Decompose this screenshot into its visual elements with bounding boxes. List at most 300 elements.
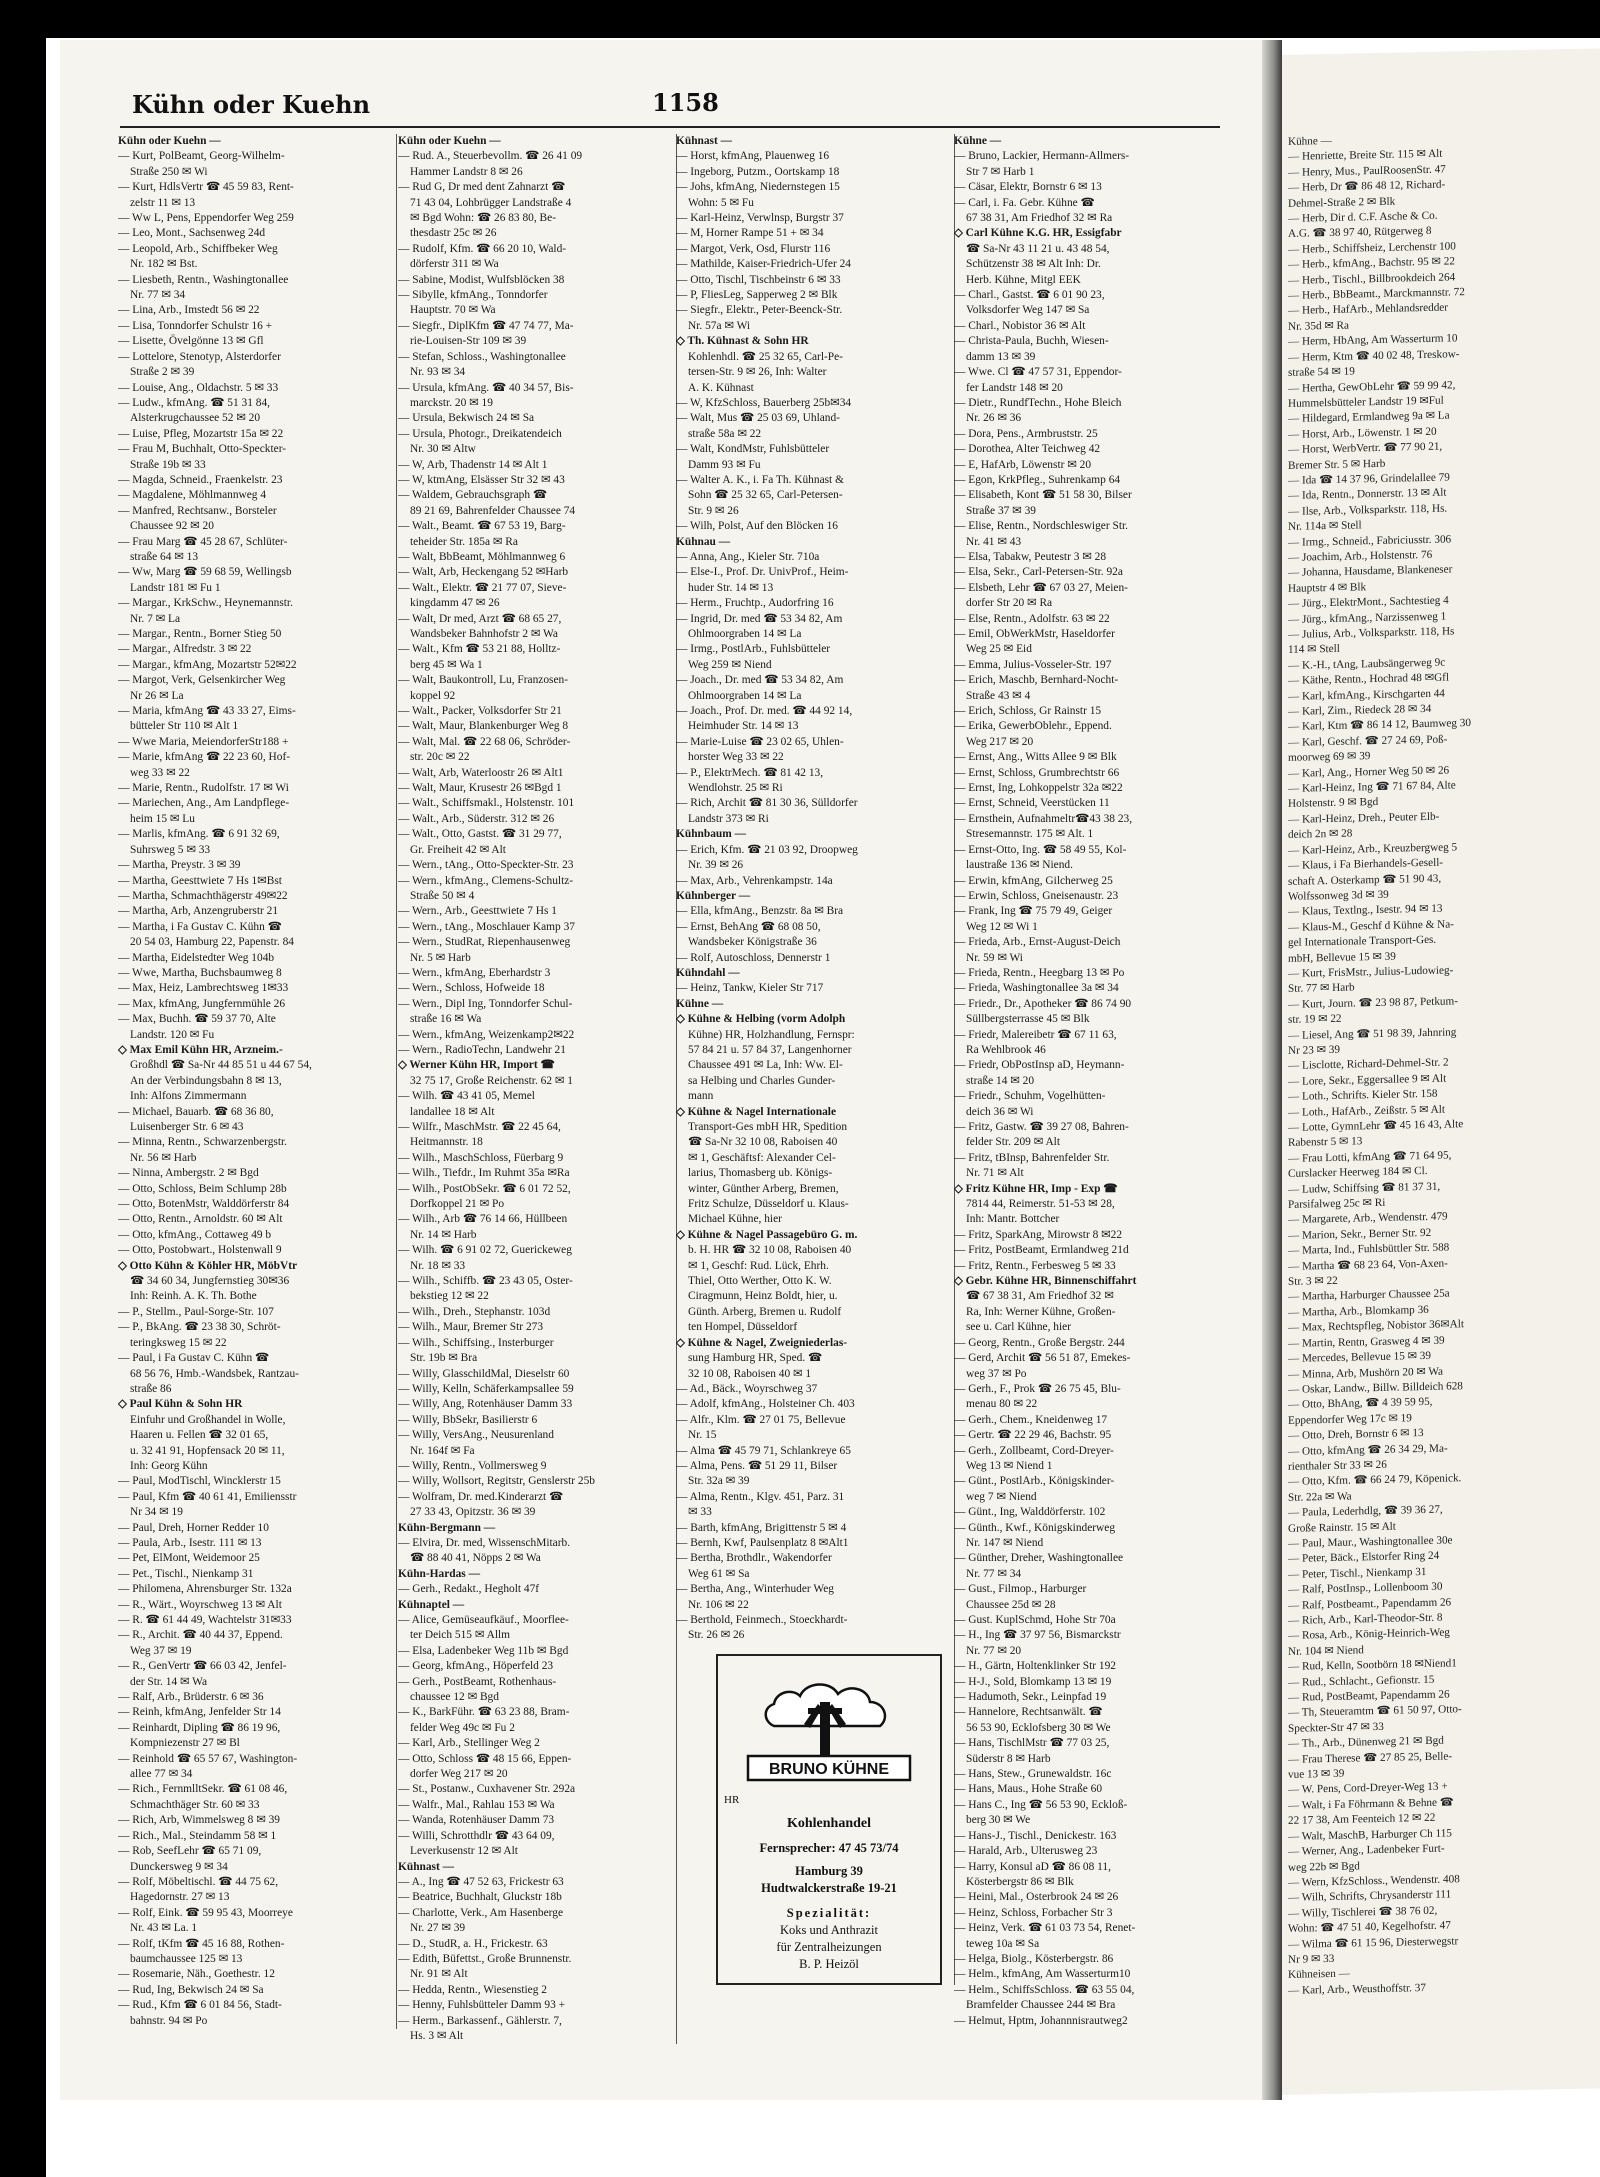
directory-entry-line: 68 56 76, Hmb.-Wandsbek, Rantzau- bbox=[130, 1367, 299, 1380]
directory-entry-line: — Liesel, Ang ☎ 51 98 39, Jahnring bbox=[1288, 1025, 1457, 1042]
directory-entry-line: — Elise, Rentn., Nordschleswiger Str. bbox=[954, 520, 1129, 533]
directory-entry-line: — Otto, kfmAng., Cottaweg 49 b bbox=[118, 1228, 272, 1241]
directory-entry-line: — Ralf, Postbeamt., Papendamm 26 bbox=[1288, 1596, 1452, 1612]
directory-entry-line: teweg 10a ✉ Sa bbox=[966, 1937, 1040, 1950]
directory-entry-line: — Kurt, Journ. ☎ 23 98 87, Petkum- bbox=[1288, 995, 1458, 1011]
directory-entry-line: — Walt, i Fa Föhrmann & Behne ☎ bbox=[1288, 1796, 1454, 1812]
directory-entry-line: — Martha ☎ 68 23 64, Von-Axen- bbox=[1288, 1257, 1448, 1273]
directory-entry-line: bütteler Str 110 ✉ Alt 1 bbox=[130, 720, 239, 733]
directory-entry-line: bahnstr. 94 ✉ Po bbox=[130, 2014, 208, 2027]
directory-entry-line: — Reinh, kfmAng, Jenfelder Str 14 bbox=[118, 1706, 281, 1719]
directory-entry-line: — Otto, Schloss, Beim Schlump 28b bbox=[118, 1182, 287, 1195]
directory-entry-line: — Sibylle, kfmAng., Tonndorfer bbox=[398, 289, 548, 302]
directory-entry-line: — Magda, Schneid., Fraenkelstr. 23 bbox=[118, 473, 283, 486]
directory-entry-line: Kühne) HR, Holzhandlung, Fernspr: bbox=[688, 1028, 855, 1041]
directory-entry-line: — Gerh., Redakt., Hegholt 47f bbox=[398, 1583, 540, 1596]
directory-entry-line: Wohn: ☎ 47 51 40, Kegelhofstr. 47 bbox=[1288, 1919, 1451, 1935]
directory-entry-line: dörferstr 311 ✉ Wa bbox=[410, 258, 499, 271]
directory-entry-line: Damm 93 ✉ Fu bbox=[688, 458, 761, 471]
directory-entry-line: — Julius, Arb., Volksparkstr. 118, Hs bbox=[1288, 625, 1455, 641]
directory-entry-line: — Hadumoth, Sekr., Leinpfad 19 bbox=[954, 1691, 1107, 1704]
directory-entry-line: — Herb, Dr ☎ 86 48 12, Richard- bbox=[1288, 178, 1446, 195]
directory-entry-line: — Herb., kfmAng., Bachstr. 95 ✉ 22 bbox=[1288, 255, 1455, 272]
directory-entry-line: Heitmannstr. 18 bbox=[410, 1136, 483, 1149]
directory-entry-line: — Wilh., MaschSchloss, Füerbarg 9 bbox=[398, 1151, 564, 1164]
directory-entry-line: A. K. Kühnast bbox=[688, 381, 754, 394]
directory-entry-line: straße 64 ✉ 13 bbox=[130, 550, 199, 563]
directory-entry-line: 32 10 08, Raboisen 40 ✉ 1 bbox=[688, 1367, 812, 1380]
directory-entry-line: — Wern., tAng., Moschlauer Kamp 37 bbox=[398, 920, 575, 933]
directory-entry-line: — Walt., Elektr. ☎ 21 77 07, Sieve- bbox=[398, 581, 567, 594]
directory-entry-line: — Friedr., Dr., Apotheker ☎ 86 74 90 bbox=[954, 997, 1132, 1010]
directory-entry-line: Straße 19b ✉ 33 bbox=[130, 458, 206, 471]
directory-entry-line: — K., BarkFühr. ☎ 63 23 88, Bram- bbox=[398, 1706, 570, 1719]
directory-entry-line: Nr. 77 ✉ 34 bbox=[130, 289, 186, 302]
directory-entry-line: — Hertha, GewObLehr ☎ 59 99 42, bbox=[1288, 378, 1456, 395]
directory-entry-line: — Rolf, Möbeltischl. ☎ 44 75 62, bbox=[118, 1875, 279, 1888]
directory-entry-line: Kühne — bbox=[676, 997, 724, 1010]
directory-entry-line: — Bernh, Kwf, Paulsenplatz 8 ✉Alt1 bbox=[676, 1536, 849, 1549]
directory-entry-line: — Ursula, kfmAng. ☎ 40 34 57, Bis- bbox=[398, 381, 574, 394]
directory-entry-line: ☎ 34 60 34, Jungfernstieg 30✉36 bbox=[130, 1275, 290, 1288]
directory-entry-line: Nr. 26 ✉ 36 bbox=[966, 412, 1022, 425]
directory-entry-line: Nr. 39 ✉ 26 bbox=[688, 859, 744, 872]
directory-entry-line: — Joach., Dr. med ☎ 53 34 82, Am bbox=[676, 674, 844, 687]
directory-entry-line: — Emma, Julius-Vosseler-Str. 197 bbox=[954, 658, 1112, 671]
directory-entry-line: Hauptstr. 70 ✉ Wa bbox=[410, 304, 496, 317]
advert-line-1: Kohlenhandel bbox=[786, 1815, 872, 1831]
directory-entry-line: Straße 37 ✉ 39 bbox=[966, 504, 1036, 517]
directory-entry-line: — Walt., Arb., Süderstr. 312 ✉ 26 bbox=[398, 812, 555, 825]
directory-entry-line: — Peter, Tischl., Nienkamp 31 bbox=[1288, 1565, 1427, 1581]
directory-entry-line: fer Landstr 148 ✉ 20 bbox=[966, 381, 1063, 394]
directory-entry-line: — Karl, kfmAng., Kirschgarten 44 bbox=[1288, 687, 1445, 703]
directory-entry-line: — Wwe. Cl ☎ 47 57 31, Eppendor- bbox=[954, 366, 1122, 379]
facing-page-column bbox=[1288, 129, 1588, 1999]
directory-entry-line: teheider Str. 185a ✉ Ra bbox=[410, 535, 518, 548]
directory-entry-line: Kompniezenstr 27 ✉ Bl bbox=[130, 1737, 240, 1750]
directory-entry-line: — Ww, Marg ☎ 59 68 59, Wellingsb bbox=[118, 566, 292, 579]
directory-entry-line: — Frau Lotti, kfmAng ☎ 71 64 95, bbox=[1288, 1149, 1452, 1165]
directory-entry-line: Leverkusenstr 12 ✉ Alt bbox=[410, 1845, 518, 1858]
directory-entry-line: Dorfkoppel 21 ✉ Po bbox=[410, 1198, 505, 1211]
directory-entry-line: — Walfr., Mal., Rahlau 153 ✉ Wa bbox=[398, 1798, 555, 1811]
directory-entry-line: ◇ Kühne & Nagel Passagebüro G. m. bbox=[676, 1228, 858, 1241]
directory-entry-line: — Rosa, Arb., König-Heinrich-Weg bbox=[1288, 1626, 1450, 1643]
directory-entry-line: — Peter, Bäck., Elstorfer Ring 24 bbox=[1288, 1550, 1440, 1566]
directory-entry-line: — Wilfr., MaschMstr. ☎ 22 45 64, bbox=[398, 1121, 561, 1133]
directory-entry-line: — Ludw., kfmAng. ☎ 51 31 84, bbox=[118, 396, 271, 409]
directory-entry-line: — Klaus-M., Geschf d Kühne & Na- bbox=[1288, 918, 1454, 934]
directory-entry-line: Fritz Schulze, Düsseldorf u. Klaus- bbox=[688, 1198, 849, 1211]
directory-entry-line: — Walt, BbBeamt, Möhlmannweg 6 bbox=[398, 550, 566, 563]
directory-entry-line: Süllbergsterrasse 45 ✉ Blk bbox=[966, 1013, 1090, 1026]
directory-entry-line: — Elsa, Ladenbeker Weg 11b ✉ Bgd bbox=[398, 1644, 569, 1657]
directory-entry-line: — Fritz, PostBeamt, Ermlandweg 21d bbox=[954, 1244, 1129, 1257]
directory-entry-line: — Wern., Dipl Ing, Tonndorfer Schul- bbox=[398, 997, 573, 1010]
directory-entry-line: — Bertha, Brothdlr., Wakendorfer bbox=[676, 1552, 832, 1565]
directory-entry-line: straße 14 ✉ 20 bbox=[966, 1074, 1035, 1087]
directory-entry-line: berg 45 ✉ Wa 1 bbox=[410, 658, 483, 671]
directory-entry-line: — P., Stellm., Paul-Sorge-Str. 107 bbox=[118, 1305, 274, 1318]
directory-entry-line: — Karl-Heinz, Verwlnsp, Burgstr 37 bbox=[676, 212, 844, 225]
directory-entry-line: Kühnaptel — bbox=[398, 1598, 465, 1611]
directory-entry-line: — Rud., Kfm ☎ 6 01 84 56, Stadt- bbox=[118, 1999, 282, 2012]
directory-entry-line: — Erich, Maschb, Bernhard-Nocht- bbox=[954, 674, 1119, 687]
directory-entry-line: straße 16 ✉ Wa bbox=[410, 1013, 482, 1026]
directory-entry-line: — Gerh., Zollbeamt, Cord-Dreyer- bbox=[954, 1444, 1114, 1457]
directory-entry-line: — Martha, Arb, Anzengruberstr 21 bbox=[118, 905, 279, 918]
directory-entry-line: — Manfred, Rechtsanw., Borsteler bbox=[118, 504, 277, 517]
directory-entry-line: — Otto, Dreh, Bornstr 6 ✉ 13 bbox=[1288, 1427, 1424, 1442]
directory-entry-line: Nr 9 ✉ 33 bbox=[1288, 1952, 1335, 1966]
directory-entry-line: — Ida ☎ 14 37 96, Grindelallee 79 bbox=[1288, 471, 1450, 487]
directory-entry-line: — Martha, i Fa Gustav C. Kühn ☎ bbox=[118, 920, 282, 933]
directory-entry-line: 67 38 31, Am Friedhof 32 ✉ Ra bbox=[966, 212, 1113, 225]
directory-entry-line: — Rud G, Dr med dent Zahnarzt ☎ bbox=[398, 181, 566, 194]
directory-entry-line: — Martha, Harburger Chaussee 25a bbox=[1288, 1287, 1450, 1304]
directory-entry-line: — P., BkAng. ☎ 23 38 30, Schröt- bbox=[118, 1321, 281, 1334]
directory-entry-line: — H., Ing ☎ 37 97 56, Bismarckstr bbox=[954, 1629, 1121, 1642]
directory-entry-line: Nr. 114a ✉ Stell bbox=[1288, 519, 1362, 534]
directory-entry-line: — Cäsar, Elektr, Bornstr 6 ✉ 13 bbox=[954, 181, 1102, 194]
directory-entry-line: — Th., Arb., Dünenweg 21 ✉ Bgd bbox=[1288, 1734, 1444, 1751]
directory-entry-line: larius, Thomasberg ub. Königs- bbox=[688, 1167, 833, 1180]
directory-entry-line: — Gerh., PostBeamt, Rothenhaus- bbox=[398, 1675, 557, 1688]
directory-entry-line: — Heinz, Tankw, Kieler Str 717 bbox=[676, 982, 824, 995]
directory-entry-line: — Karl-Heinz, Arb., Kreuzbergweg 5 bbox=[1288, 841, 1458, 857]
directory-entry-line: — Ernst-Otto, Ing. ☎ 58 49 55, Kol- bbox=[954, 843, 1127, 856]
directory-entry-line: heim 15 ✉ Lu bbox=[130, 812, 195, 825]
directory-entry-line: — Herm, Ktm ☎ 40 02 48, Treskow- bbox=[1288, 347, 1460, 364]
directory-entry-line: — Walt, Dr med, Arzt ☎ 68 65 27, bbox=[398, 612, 562, 625]
directory-entry-line: — Wilh, Schrifts, Chrysanderstr 111 bbox=[1288, 1888, 1452, 1905]
directory-entry-line: Nr. 106 ✉ 22 bbox=[688, 1598, 749, 1611]
directory-entry-line: Weg 12 ✉ Wi 1 bbox=[966, 920, 1038, 933]
directory-entry-line: Weg 25 ✉ Eid bbox=[966, 643, 1032, 656]
directory-entry-line: — Ernsthein, Aufnahmeltr☎43 38 23, bbox=[954, 812, 1133, 825]
directory-entry-line: mbH, Bellevue 15 ✉ 39 bbox=[1288, 950, 1396, 965]
column-4 bbox=[954, 134, 1230, 2029]
directory-entry-line: — Herm., Barkassenf., Gählerstr. 7, bbox=[398, 2014, 562, 2027]
directory-entry-line: schaft A. Osterkamp ☎ 51 90 43, bbox=[1288, 872, 1442, 888]
directory-entry-line: — Michael, Bauarb. ☎ 68 36 80, bbox=[118, 1105, 274, 1118]
directory-entry-line: Holstenstr. 9 ✉ Bgd bbox=[1288, 796, 1379, 811]
directory-entry-line: — Max, kfmAng, Jungfernmühle 26 bbox=[118, 997, 286, 1010]
directory-entry-line: — Dora, Pens., Armbruststr. 25 bbox=[954, 427, 1098, 440]
directory-entry-line: Kohlenhdl. ☎ 25 32 65, Carl-Pe- bbox=[688, 350, 843, 363]
directory-entry-line: Nr. 77 ✉ 34 bbox=[966, 1567, 1022, 1580]
directory-entry-line: — Wern., Schloss, Hofweide 18 bbox=[398, 982, 545, 995]
directory-entry-line: landallee 18 ✉ Alt bbox=[410, 1105, 495, 1118]
directory-entry-line: — Mathilde, Kaiser-Friedrich-Ufer 24 bbox=[676, 258, 852, 271]
directory-entry-line: Nr. 5 ✉ Harb bbox=[410, 951, 471, 964]
directory-entry-line: kingdamm 47 ✉ 26 bbox=[410, 597, 500, 610]
directory-entry-line: bekstieg 12 ✉ 22 bbox=[410, 1290, 489, 1303]
directory-entry-line: — Walt, Arb, Heckengang 52 ✉Harb bbox=[398, 566, 569, 579]
directory-entry-line: — Beatrice, Buchhalt, Gluckstr 18b bbox=[398, 1891, 562, 1904]
directory-entry-line: — Dorothea, Alter Teichweg 42 bbox=[954, 443, 1101, 456]
directory-entry-line: ◇ Gebr. Kühne HR, Binnenschiffahrt bbox=[954, 1275, 1137, 1288]
directory-entry-line: Str. 22a ✉ Wa bbox=[1288, 1490, 1352, 1504]
directory-entry-line: — Wwe Maria, MeiendorferStr188 + bbox=[118, 735, 289, 748]
directory-entry-line: — Jürg., ElektrMont., Sachtestieg 4 bbox=[1288, 594, 1449, 611]
directory-entry-line: — Werner, Ang., Ladenbeker Furt- bbox=[1288, 1842, 1445, 1858]
directory-entry-line: — Oskar, Landw., Billw. Billdeich 628 bbox=[1288, 1380, 1463, 1396]
directory-entry-line: dorfer Weg 217 ✉ 20 bbox=[410, 1768, 508, 1781]
directory-entry-line: Nr 34 ✉ 19 bbox=[130, 1506, 183, 1519]
directory-entry-line: — Walt, Mal. ☎ 22 68 06, Schröder- bbox=[398, 735, 571, 748]
directory-entry-line: allee 77 ✉ 34 bbox=[130, 1768, 193, 1781]
directory-entry-line: — Egon, KrkPfleg., Suhrenkamp 64 bbox=[954, 473, 1121, 486]
page-number: 1158 bbox=[652, 88, 719, 117]
directory-entry-line: — W, KfzSchloss, Bauerberg 25b✉34 bbox=[676, 396, 852, 409]
directory-entry-line: — Alma, Pens. ☎ 51 29 11, Bilser bbox=[676, 1459, 838, 1472]
directory-entry-line: — Willy, BbSekr, Basilierstr 6 bbox=[398, 1413, 538, 1426]
directory-entry-line: — Else-I., Prof. Dr. UnivProf., Heim- bbox=[676, 566, 849, 579]
column-3-entries bbox=[676, 134, 948, 1644]
directory-entry-line: — Mariechen, Ang., Am Landpflege- bbox=[118, 797, 290, 810]
directory-entry-line: — Walt, MaschB, Harburger Ch 115 bbox=[1288, 1827, 1452, 1843]
directory-entry-line: Günth. Arberg, Bremen u. Rudolf bbox=[688, 1305, 842, 1318]
directory-entry-line: Kühnast — bbox=[398, 1860, 455, 1873]
directory-entry-line: — Frieda, Arb., Ernst-August-Deich bbox=[954, 936, 1121, 949]
directory-entry-line: Haaren u. Fellen ☎ 32 01 65, bbox=[130, 1429, 269, 1442]
directory-entry-line: — Herm, HbAng, Am Wasserturm 10 bbox=[1288, 332, 1458, 349]
directory-entry-line: Weg 13 ✉ Niend 1 bbox=[966, 1459, 1053, 1472]
directory-entry-line: — Magdalene, Möhlmannweg 4 bbox=[118, 489, 267, 502]
directory-entry-line: — Erwin, kfmAng, Gilcherweg 25 bbox=[954, 874, 1113, 887]
directory-entry-line: — A., Ing ☎ 47 52 63, Frickestr 63 bbox=[398, 1875, 564, 1888]
directory-entry-line: — Marta, Ind., Fuhlsbüttler Str. 588 bbox=[1288, 1241, 1450, 1258]
directory-entry-line: Einfuhr und Großhandel in Wolle, bbox=[130, 1413, 286, 1426]
directory-entry-line: Weg 37 ✉ 19 bbox=[130, 1644, 192, 1657]
directory-entry-line: — Adolf, kfmAng., Holsteiner Ch. 403 bbox=[676, 1398, 855, 1411]
directory-entry-line: 57 84 21 u. 57 84 37, Langenhorner bbox=[688, 1043, 852, 1056]
directory-entry-line: Ohlmoorgraben 14 ✉ La bbox=[688, 628, 802, 640]
directory-entry-line: — Herb., HafArb., Mehlandsredder bbox=[1288, 301, 1448, 318]
directory-entry-line: — Horst, kfmAng, Plauenweg 16 bbox=[676, 150, 830, 163]
directory-entry-line: Inh: Mantr. Bottcher bbox=[966, 1213, 1060, 1226]
directory-entry-line: — Karl-Heinz, Ing ☎ 71 67 84, Alte bbox=[1288, 779, 1456, 795]
directory-entry-line: — Dietr., RundfTechn., Hohe Bleich bbox=[954, 396, 1122, 409]
directory-entry-line: Schützenstr 38 ✉ Alt Inh: Dr. bbox=[966, 258, 1101, 271]
directory-entry-line: — Lisa, Tonndorfer Schulstr 16 + bbox=[118, 319, 273, 332]
directory-entry-line: Luisenberger Str. 6 ✉ 43 bbox=[130, 1121, 244, 1133]
directory-entry-line: — Paul, i Fa Gustav C. Kühn ☎ bbox=[118, 1352, 270, 1365]
directory-entry-line: — Ernst, BehAng ☎ 68 08 50, bbox=[676, 920, 821, 933]
directory-entry-line: — Willy, Tischlerei ☎ 38 76 02, bbox=[1288, 1904, 1438, 1920]
directory-entry-line: 20 54 03, Hamburg 22, Papenstr. 84 bbox=[130, 936, 294, 949]
directory-entry-line: — Gertr. ☎ 22 29 46, Bachstr. 95 bbox=[954, 1429, 1112, 1442]
directory-entry-line: — Johanna, Hausdame, Blankeneser bbox=[1288, 563, 1453, 580]
directory-entry-line: — Max, Buchh. ☎ 59 37 70, Alte bbox=[118, 1013, 276, 1026]
directory-entry-line: — Willy, Ang, Rotenhäuser Damm 33 bbox=[398, 1398, 573, 1411]
directory-entry-line: der Str. 14 ✉ Wa bbox=[130, 1675, 208, 1688]
directory-entry-line: — Lottelore, Stenotyp, Alsterdorfer bbox=[118, 350, 281, 363]
directory-entry-line: Eppendorfer Weg 17c ✉ 19 bbox=[1288, 1411, 1412, 1427]
directory-entry-line: Kühne — bbox=[954, 135, 1002, 147]
directory-entry-line: Nr. 35d ✉ Ra bbox=[1288, 319, 1349, 333]
directory-entry-line: — Pet., Tischl., Nienkamp 31 bbox=[118, 1567, 254, 1580]
directory-entry-line: — Karl, Arb., Weusthoffstr. 37 bbox=[1288, 1981, 1426, 1997]
directory-entry-line: — Ww L, Pens, Eppendorfer Weg 259 bbox=[118, 212, 294, 225]
directory-entry-line: winter, Günther Arberg, Bremen, bbox=[688, 1182, 839, 1195]
directory-entry-line: — Erich, Kfm. ☎ 21 03 92, Droopweg bbox=[676, 843, 858, 856]
directory-entry-line: — Wilh, Polst, Auf den Blöcken 16 bbox=[676, 520, 838, 533]
directory-entry-line: — Otto, Schloss ☎ 48 15 66, Eppen- bbox=[398, 1752, 572, 1765]
advert-line-3: Hamburg 39 bbox=[795, 1863, 863, 1878]
directory-entry-line: — Ursula, Bekwisch 24 ✉ Sa bbox=[398, 412, 535, 425]
directory-entry-line: — Friedr., Schuhm, Vogelhütten- bbox=[954, 1090, 1106, 1103]
directory-entry-line: — Kurt, PolBeamt, Georg-Wilhelm- bbox=[118, 150, 285, 163]
directory-entry-line: — Walt., Packer, Volksdorfer Str 21 bbox=[398, 705, 562, 718]
directory-entry-line: Curslacker Heerweg 184 ✉ Cl. bbox=[1288, 1165, 1428, 1181]
directory-entry-line: Ra, Inh: Werner Kühne, Großen- bbox=[966, 1305, 1116, 1318]
directory-entry-line: — Joachim, Arb., Holstenstr. 76 bbox=[1288, 548, 1433, 564]
directory-entry-line: Ra Wehlbrook 46 bbox=[966, 1043, 1046, 1056]
directory-entry-line: — Henriette, Breite Str. 115 ✉ Alt bbox=[1288, 148, 1443, 164]
directory-entry-line: chaussee 12 ✉ Bgd bbox=[410, 1691, 499, 1704]
directory-entry-line: — Otto, BotenMstr, Walddörferstr 84 bbox=[118, 1198, 290, 1211]
directory-entry-line: — Rich, Archit ☎ 81 30 36, Sülldorfer bbox=[676, 797, 858, 810]
directory-entry-line: — Helmut, Hptm, Johannnisrautweg2 bbox=[954, 2014, 1128, 2027]
directory-entry-line: Nr. 182 ✉ Bst. bbox=[130, 258, 198, 271]
directory-entry-line: — Willy, Kelln, Schäferkampsallee 59 bbox=[398, 1382, 574, 1395]
directory-entry-line: — Lisclotte, Richard-Dehmel-Str. 2 bbox=[1288, 1056, 1449, 1073]
directory-entry-line: — Rolf, tKfm ☎ 45 16 88, Rothen- bbox=[118, 1937, 285, 1950]
directory-entry-line: — Wern., tAng., Otto-Speckter-Str. 23 bbox=[398, 859, 574, 872]
directory-entry-line: 89 21 69, Bahrenfelder Chaussee 74 bbox=[410, 504, 576, 517]
advert-line-2: Fernsprecher: 47 45 73/74 bbox=[759, 1840, 899, 1855]
directory-entry-line: — Bertha, Ang., Winterhuder Weg bbox=[676, 1583, 834, 1596]
directory-entry-line: — Klaus, i Fa Bierhandels-Gesell- bbox=[1288, 856, 1444, 872]
directory-entry-line: — Jürg., kfmAng., Narzissenweg 1 bbox=[1288, 610, 1447, 626]
directory-entry-line: — Wolfram, Dr. med.Kinderarzt ☎ bbox=[398, 1490, 564, 1503]
directory-entry-line: — Mercedes, Bellevue 15 ✉ 39 bbox=[1288, 1349, 1431, 1365]
directory-entry-line: Landstr. 120 ✉ Fu bbox=[130, 1028, 215, 1041]
directory-entry-line: marckstr. 20 ✉ 19 bbox=[410, 396, 493, 409]
directory-entry-line: — Horst, Arb., Löwenstr. 1 ✉ 20 bbox=[1288, 425, 1437, 441]
directory-entry-line: ◇ Werner Kühn HR, Import ☎ bbox=[398, 1059, 555, 1072]
directory-entry-line: — Fritz, SparkAng, Mirowstr 8 ✉22 bbox=[954, 1228, 1123, 1241]
advertisement-bruno-kuehne bbox=[716, 1654, 942, 1985]
directory-entry-line: Hammer Landstr 8 ✉ 26 bbox=[410, 165, 523, 178]
directory-entry-line: — Wilh., Maur, Bremer Str 273 bbox=[398, 1321, 544, 1334]
directory-entry-line: — Rich, Arb, Wimmelsweg 8 ✉ 39 bbox=[118, 1814, 281, 1827]
directory-entry-line: — Rolf, Eink. ☎ 59 95 43, Moorreye bbox=[118, 1906, 293, 1919]
directory-entry-line: — Willi, Schrotthdlr ☎ 43 64 09, bbox=[398, 1829, 555, 1842]
directory-entry-line: — Bruno, Lackier, Hermann-Allmers- bbox=[954, 150, 1130, 163]
directory-entry-line: rienthaler Str 33 ✉ 26 bbox=[1288, 1458, 1387, 1473]
directory-entry-line: — Paul, Dreh, Horner Redder 10 bbox=[118, 1521, 269, 1534]
directory-entry-line: ✉ 33 bbox=[688, 1506, 712, 1519]
directory-entry-line: — Wern., StudRat, Riepenhausenweg bbox=[398, 936, 571, 949]
directory-entry-line: — Marie-Luise ☎ 23 02 65, Uhlen- bbox=[676, 735, 844, 748]
directory-entry-line: ✉ 1, Geschäftsf: Alexander Cel- bbox=[688, 1151, 836, 1164]
directory-entry-line: — Ad., Bäck., Woyrschweg 37 bbox=[676, 1382, 818, 1395]
directory-entry-line: Nr. 43 ✉ La. 1 bbox=[130, 1922, 198, 1935]
directory-entry-line: — Rich., Mal., Steindamm 58 ✉ 1 bbox=[118, 1829, 277, 1842]
directory-entry-line: — Otto, BhAng, ☎ 4 39 59 95, bbox=[1288, 1396, 1433, 1412]
directory-entry-line: — Wilh., Schiffsing., Insterburger bbox=[398, 1336, 554, 1349]
directory-entry-line: 22 17 38, Am Feenteich 12 ✉ 22 bbox=[1288, 1812, 1436, 1828]
directory-entry-line: — R., Wärt., Woyrschweg 13 ✉ Alt bbox=[118, 1598, 282, 1611]
directory-entry-line: — Walter A. K., i. Fa Th. Kühnast & bbox=[676, 473, 844, 486]
directory-entry-line: — Gerd, Archit ☎ 56 51 87, Emekes- bbox=[954, 1352, 1131, 1365]
column-1 bbox=[118, 134, 397, 2029]
scan-border-left bbox=[0, 0, 46, 2177]
directory-entry-line: — Irmg., Schneid., Fabriciusstr. 306 bbox=[1288, 533, 1452, 549]
directory-entry-line: Nr. 30 ✉ Altw bbox=[410, 443, 476, 456]
directory-entry-line: Volksdorfer Weg 147 ✉ Sa bbox=[966, 304, 1090, 317]
directory-entry-line: — Helm., kfmAng, Am Wasserturm10 bbox=[954, 1968, 1131, 1981]
directory-entry-line: Nr. 18 ✉ 33 bbox=[410, 1259, 466, 1272]
directory-entry-line: — Berthold, Feinmech., Stoeckhardt- bbox=[676, 1614, 848, 1626]
directory-entry-line: Nr. 15 bbox=[688, 1429, 717, 1442]
directory-entry-line: — Heinz, Schloss, Forbacher Str 3 bbox=[954, 1906, 1113, 1919]
directory-entry-line: Nr. 56 ✉ Harb bbox=[130, 1151, 197, 1164]
directory-entry-line: — Frank, Ing ☎ 75 79 49, Geiger bbox=[954, 905, 1113, 918]
directory-entry-line: — Helga, Biolg., Kösterbergstr. 86 bbox=[954, 1952, 1114, 1965]
directory-entry-line: — Reinhold ☎ 65 57 67, Washington- bbox=[118, 1752, 298, 1765]
directory-entry-line: — Charl., Nobistor 36 ✉ Alt bbox=[954, 319, 1086, 332]
directory-entry-line: — Else, Rentn., Adolfstr. 63 ✉ 22 bbox=[954, 612, 1110, 625]
directory-entry-line: — Martha, Geesttwiete 7 Hs 1✉Bst bbox=[118, 874, 282, 887]
directory-entry-line: Nr. 164f ✉ Fa bbox=[410, 1444, 475, 1457]
directory-entry-line: — Wern., kfmAng, Eberhardstr 3 bbox=[398, 966, 551, 979]
directory-entry-line: — Günth., Kwf., Königskinderweg bbox=[954, 1521, 1116, 1534]
directory-entry-line: 114 ✉ Stell bbox=[1288, 643, 1340, 657]
directory-entry-line: damm 13 ✉ 39 bbox=[966, 350, 1036, 363]
directory-entry-line: Nr. 14 ✉ Harb bbox=[410, 1228, 477, 1241]
directory-entry-line: — Margarete, Arb., Wendenstr. 479 bbox=[1288, 1210, 1448, 1227]
directory-entry-line: menau 80 ✉ 22 bbox=[966, 1398, 1038, 1411]
directory-entry-line: — Walt, Mus ☎ 25 03 69, Uhland- bbox=[676, 412, 840, 425]
directory-entry-line: thesdastr 25c ✉ 26 bbox=[410, 227, 497, 240]
directory-entry-line: — Max, Rechtspfleg, Nobistor 36✉Alt bbox=[1288, 1318, 1464, 1335]
directory-entry-line: — Leopold, Arb., Schiffbeker Weg bbox=[118, 242, 278, 255]
directory-entry-line: — Martha, Arb., Blomkamp 36 bbox=[1288, 1303, 1429, 1319]
directory-entry-line: — Gust., Filmop., Harburger bbox=[954, 1583, 1087, 1596]
directory-entry-line: — Ingeborg, Putzm., Oortskamp 18 bbox=[676, 165, 840, 178]
directory-entry-line: Herb. Kühne, Mitgl EEK bbox=[966, 273, 1081, 286]
directory-entry-line: weg 22b ✉ Bgd bbox=[1288, 1859, 1360, 1874]
directory-entry-line: — Henny, Fuhlsbütteler Damm 93 + bbox=[398, 1999, 566, 2012]
directory-entry-line: — Ilse, Arb., Volksparkstr. 118, Hs. bbox=[1288, 502, 1448, 518]
directory-entry-line: — Herb., Tischl., Billbrookdeich 264 bbox=[1288, 271, 1456, 287]
directory-entry-line: — Max, Arb., Vehrenkampstr. 14a bbox=[676, 874, 833, 887]
directory-entry-line: — Paula, Lederhdlg, ☎ 39 36 27, bbox=[1288, 1503, 1443, 1520]
directory-entry-line: felder Str. 209 ✉ Alt bbox=[966, 1136, 1061, 1149]
directory-entry-line: — Walt., Otto, Gastst. ☎ 31 29 77, bbox=[398, 828, 562, 841]
directory-entry-line: — W, Arb, Thadenstr 14 ✉ Alt 1 bbox=[398, 458, 548, 471]
directory-entry-line: — Karl, Ang., Horner Weg 50 ✉ 26 bbox=[1288, 764, 1450, 780]
directory-entry-line: — Barth, kfmAng, Brigittenstr 5 ✉ 4 bbox=[676, 1521, 847, 1534]
directory-entry-line: straße 54 ✉ 19 bbox=[1288, 365, 1355, 379]
directory-entry-line: — Horst, WerbVertr. ☎ 77 90 21, bbox=[1288, 440, 1443, 456]
directory-entry-line: ◇ Fritz Kühne HR, Imp - Exp ☎ bbox=[954, 1182, 1118, 1195]
directory-entry-line: — Wern., RadioTechn, Landwehr 21 bbox=[398, 1043, 566, 1056]
advert-line-6: Koks und Anthrazit bbox=[780, 1922, 878, 1937]
directory-entry-line: — Erich, Schloss, Gr Rainstr 15 bbox=[954, 705, 1102, 718]
directory-entry-line: — R., Archit. ☎ 40 44 37, Eppend. bbox=[118, 1629, 283, 1642]
directory-entry-line: Michael Kühne, hier bbox=[688, 1213, 782, 1226]
directory-entry-line: — Walt., Kfm ☎ 53 21 88, Holltz- bbox=[398, 643, 561, 656]
directory-entry-line: — Wilh., Schiffb. ☎ 23 43 05, Oster- bbox=[398, 1275, 573, 1288]
advert-line-5: Spezialität: bbox=[786, 1905, 872, 1920]
directory-entry-line: Nr 23 ✉ 39 bbox=[1288, 1043, 1340, 1057]
